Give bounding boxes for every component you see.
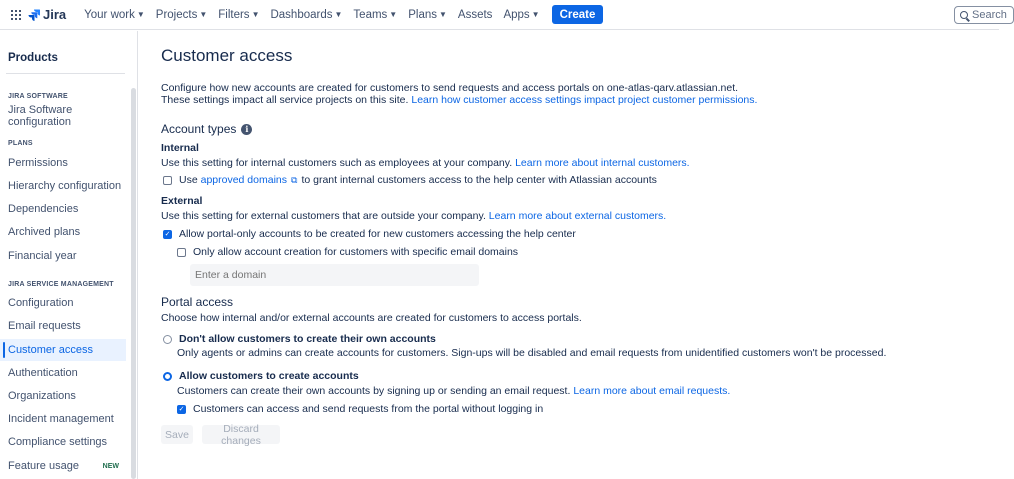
create-button[interactable]: Create — [552, 5, 604, 24]
sidebar-item-incident-management[interactable]: Incident management — [8, 413, 114, 425]
nav-label: Your work — [84, 8, 135, 21]
nav-label: Projects — [155, 8, 198, 21]
portal-access-description: Choose how internal and/or external accounts are created for customers to access portals. — [161, 312, 582, 324]
disallow-accounts-radio[interactable] — [163, 335, 172, 344]
internal-desc-text: Use this setting for internal customers such as employees at your company. — [161, 157, 513, 169]
sidebar-item-customer-access[interactable]: Customer access — [0, 339, 126, 361]
allow-accounts-radio[interactable] — [163, 372, 172, 381]
sidebar-item-hierarchy-configuration[interactable]: Hierarchy configuration — [8, 180, 122, 192]
chevron-down-icon: ▼ — [439, 10, 447, 19]
sidebar-item-jira-software-configuration[interactable]: Jira Software configuration — [8, 104, 73, 128]
option-disallow-radio-row[interactable] — [163, 333, 436, 345]
sidebar-item-label: Feature usage — [8, 460, 79, 472]
chevron-down-icon: ▼ — [334, 10, 343, 19]
nav-label: Teams — [353, 8, 388, 21]
nav-assets[interactable] — [453, 9, 498, 21]
top-navigation — [0, 0, 1007, 30]
search-icon — [960, 11, 968, 19]
intro-line-1: Configure how new accounts are created for customers to send requests and access portals on one-atlas-qarv.atlassian.net. — [161, 82, 739, 94]
sidebar-heading-jira-service-management: JIRA SERVICE MANAGEMENT — [8, 281, 114, 288]
email-requests-link[interactable]: Learn more about email requests. — [573, 385, 731, 397]
sidebar-heading-plans: PLANS — [8, 140, 33, 147]
specific-domains-checkbox-row[interactable] — [177, 246, 518, 258]
chevron-down-icon: ▼ — [199, 10, 208, 19]
search-input[interactable] — [954, 6, 1014, 24]
account-types-title: Account types — [161, 122, 237, 136]
portal-without-login-checkbox[interactable]: ✓ — [178, 405, 185, 413]
approved-domains-link[interactable]: approved domains — [200, 174, 287, 186]
nav-label: Filters — [218, 8, 250, 21]
jira-logo[interactable] — [28, 7, 66, 22]
nav-menu — [79, 5, 603, 24]
page-title: Customer access — [161, 46, 293, 65]
radio-label: Allow customers to create accounts — [179, 370, 359, 382]
nav-label: Dashboards — [270, 8, 333, 21]
external-heading: External — [161, 195, 203, 207]
search-placeholder: Search — [972, 9, 1007, 21]
external-link-icon: ⧉ — [291, 174, 298, 185]
checkbox-label: Use — [179, 174, 198, 186]
chevron-down-icon: ▼ — [251, 10, 260, 19]
external-description — [161, 210, 666, 223]
jira-logo-icon — [28, 9, 40, 21]
sidebar-item-compliance-settings[interactable]: Compliance settings — [8, 436, 108, 448]
domain-input[interactable] — [190, 264, 479, 286]
option-allow-desc-text: Customers can create their own accounts by signing up or sending an email request. — [177, 385, 571, 397]
specific-domains-checkbox[interactable] — [177, 248, 186, 257]
nav-projects[interactable] — [151, 9, 212, 21]
intro-text: These settings impact all service projects on this site. — [161, 94, 409, 106]
app-switcher-icon[interactable] — [11, 10, 21, 20]
new-badge: NEW — [102, 462, 119, 470]
nav-dashboards[interactable] — [265, 9, 347, 21]
portal-only-checkbox[interactable]: ✓ — [164, 230, 171, 238]
approved-domains-checkbox[interactable] — [163, 176, 172, 185]
sidebar-item-email-requests[interactable]: Email requests — [8, 320, 81, 332]
sidebar — [0, 31, 138, 479]
sidebar-item-feature-usage[interactable] — [0, 455, 126, 477]
internal-customers-link[interactable]: Learn more about internal customers. — [515, 157, 690, 169]
nav-plans[interactable] — [403, 9, 452, 21]
sidebar-scrollbar[interactable] — [131, 88, 136, 479]
checkbox-label: Only allow account creation for customers with specific email domains — [193, 246, 519, 258]
nav-your-work[interactable] — [79, 9, 150, 21]
discard-changes-button[interactable]: Discard changes — [202, 425, 280, 444]
nav-label: Assets — [457, 8, 493, 21]
nav-filters[interactable] — [213, 9, 264, 21]
nav-label: Apps — [503, 8, 530, 21]
chevron-down-icon: ▼ — [136, 10, 145, 19]
save-button[interactable]: Save — [161, 425, 193, 444]
approved-domains-checkbox-row[interactable] — [163, 174, 657, 186]
nav-apps[interactable] — [498, 9, 544, 21]
nav-label: Plans — [408, 8, 437, 21]
intro-line-2 — [161, 94, 757, 107]
nav-teams[interactable] — [348, 9, 402, 21]
checkbox-label: Allow portal-only accounts to be created for new customers accessing the help center — [179, 228, 576, 240]
external-customers-link[interactable]: Learn more about external customers. — [488, 210, 667, 222]
option-allow-radio-row[interactable] — [163, 370, 359, 382]
chevron-down-icon: ▼ — [389, 10, 398, 19]
account-types-heading — [161, 122, 252, 136]
option-disallow-description: Only agents or admins can create accounts for customers. Sign-ups will be disabled and email requests from unidentified customers won't be processed. — [177, 347, 887, 359]
external-desc-text: Use this setting for external customers that are outside your company. — [161, 210, 486, 222]
sidebar-item-financial-year[interactable]: Financial year — [8, 250, 77, 262]
internal-heading: Internal — [161, 142, 199, 154]
internal-description — [161, 157, 690, 170]
sidebar-item-organizations[interactable]: Organizations — [8, 390, 76, 402]
customer-access-learn-more-link[interactable]: Learn how customer access settings impact project customer permissions. — [411, 94, 758, 106]
sidebar-item-dependencies[interactable]: Dependencies — [8, 203, 79, 215]
option-allow-description — [177, 385, 730, 398]
sidebar-title: Products — [8, 52, 58, 64]
radio-label: Don't allow customers to create their own accounts — [179, 333, 436, 345]
sidebar-item-archived-plans[interactable]: Archived plans — [8, 226, 81, 238]
portal-only-checkbox-row[interactable] — [163, 228, 576, 240]
chevron-down-icon: ▼ — [531, 10, 540, 19]
sidebar-item-permissions[interactable]: Permissions — [8, 157, 68, 169]
checkbox-label: to grant internal customers access to the help center with Atlassian accounts — [301, 174, 657, 186]
portal-access-heading: Portal access — [161, 295, 234, 309]
jira-logo-text: Jira — [43, 7, 67, 22]
sidebar-heading-jira-software: JIRA SOFTWARE — [8, 93, 68, 100]
portal-without-login-checkbox-row[interactable] — [177, 403, 543, 415]
sidebar-item-configuration[interactable]: Configuration — [8, 297, 74, 309]
sidebar-item-authentication[interactable]: Authentication — [8, 367, 78, 379]
info-icon[interactable]: i — [241, 124, 252, 135]
sidebar-divider — [6, 73, 125, 74]
checkbox-label: Customers can access and send requests from the portal without logging in — [193, 403, 544, 415]
